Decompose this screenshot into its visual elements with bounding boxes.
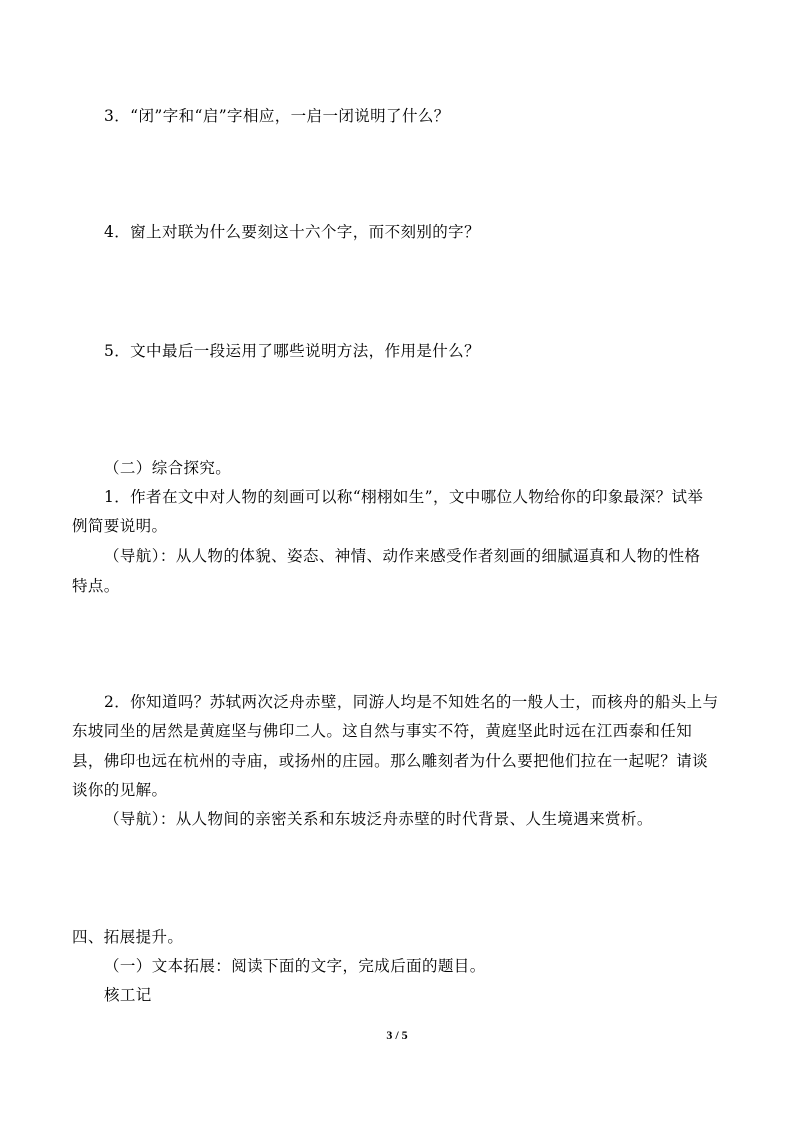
item-2-line-3: 县，佛印也远在杭州的寺庙，或扬州的庄园。那么雕刻者为什么要把他们拉在一起呢？请谈: [72, 752, 709, 770]
item-2-line-2: 东坡同坐的居然是黄庭坚与佛印二人。这自然与事实不符，黄庭坚此时远在江西泰和任知: [72, 722, 693, 740]
question-4: 4．窗上对联为什么要刻这十六个字，而不刻别的字？: [104, 223, 480, 241]
section-2-heading: （二）综合探究。: [104, 459, 232, 477]
item-2-line-4: 谈你的见解。: [72, 781, 168, 799]
item-1-nav-line-1: （导航）：从人物的体貌、姿态、神情、动作来感受作者刻画的细腻逼真和人物的性格: [104, 547, 701, 565]
item-1-line-2: 例简要说明。: [72, 517, 168, 535]
item-1-nav-line-2: 特点。: [72, 577, 120, 595]
item-2-nav: （导航）：从人物间的亲密关系和东坡泛舟赤壁的时代背景、人生境遇来赏析。: [104, 810, 653, 828]
section-4-subheading: （一）文本拓展：阅读下面的文字，完成后面的题目。: [104, 957, 486, 975]
page-number: 3 / 5: [386, 1028, 408, 1042]
item-1-line-1: 1．作者在文中对人物的刻画可以称“栩栩如生”，文中哪位人物给你的印象最深？试举: [104, 488, 704, 506]
item-2-line-1: 2．你知道吗？苏轼两次泛舟赤壁，同游人均是不知姓名的一般人士，而核舟的船头上与: [104, 693, 719, 711]
passage-title: 核工记: [104, 986, 152, 1004]
question-5: 5．文中最后一段运用了哪些说明方法，作用是什么？: [104, 342, 480, 360]
section-4-heading: 四、拓展提升。: [72, 928, 184, 946]
question-3: 3．“闭”字和“启”字相应，一启一闭说明了什么？: [104, 107, 450, 125]
